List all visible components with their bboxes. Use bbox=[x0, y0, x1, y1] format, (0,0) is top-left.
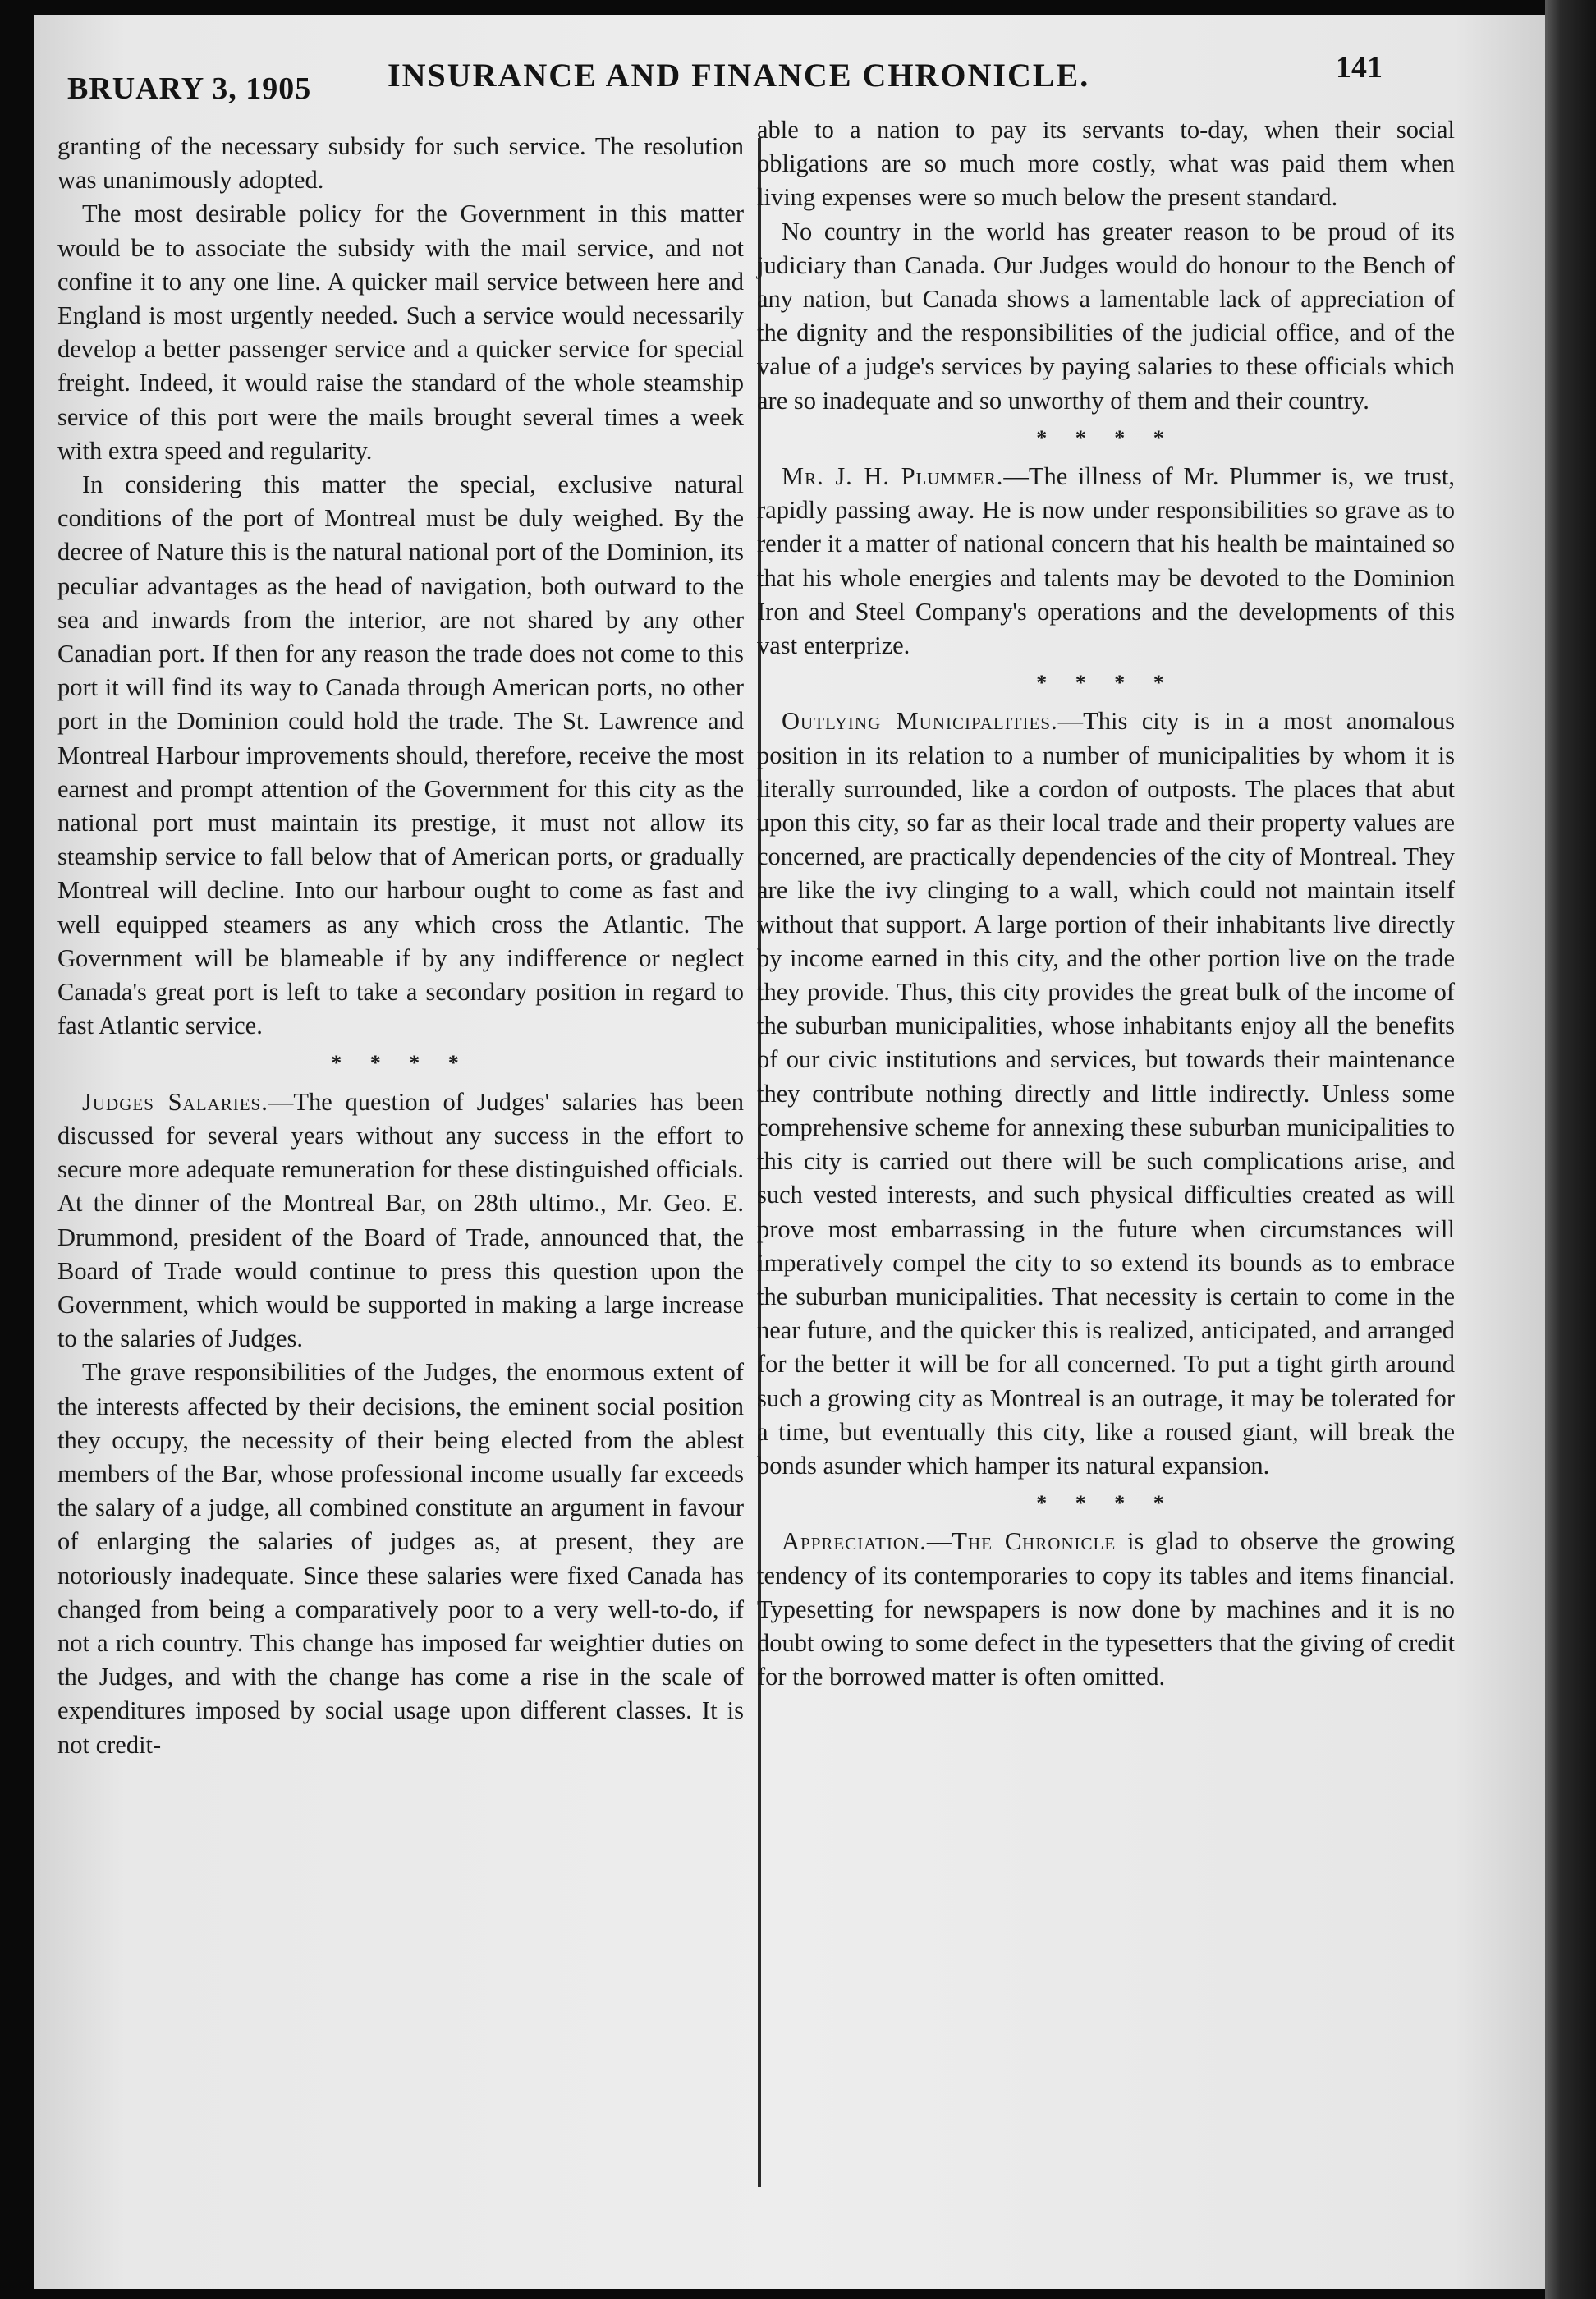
article-body: —The question of Judges' salaries has been discussed for several years without any success in the effort to secure more adequate remuneration for these distinguished officials. At the dinner of the Montreal Bar, on 28th ultimo., Mr. Geo. E. Drummond, president of the Board of Trade, announced that, the Board of Trade would continue to press this question upon the Government, which would be supported in making a large increase to the salaries of Judges. bbox=[57, 1087, 744, 1353]
article-judges-salaries bbox=[57, 1085, 744, 1356]
binding-edge bbox=[1545, 0, 1596, 2299]
article-heading: Judges Salaries. bbox=[82, 1087, 268, 1116]
section-divider: * * * * bbox=[1036, 425, 1176, 450]
newspaper-page bbox=[34, 15, 1545, 2289]
page-header bbox=[34, 38, 1545, 112]
paragraph: able to a nation to pay its servants to-day, when their social obligations are so much more costly, what was paid them when living expenses were so much below the present standard. bbox=[757, 116, 1455, 212]
section-divider: * * * * bbox=[331, 1051, 470, 1076]
left-column bbox=[57, 130, 744, 1762]
article-appreciation bbox=[757, 1525, 1455, 1694]
article-body: —The illness of Mr. Plummer is, we trust, rapidly passing away. He is now under responsibilities so grave as to render it a matter of national concern that his health be maintained so that his whole energies and talents may be devoted to the Dominion Iron and Steel Company's operations and the developments of this vast enterprize. bbox=[757, 462, 1455, 660]
article-heading: Appreciation. bbox=[782, 1527, 927, 1556]
publication-title: INSURANCE AND FINANCE CHRONICLE. bbox=[388, 57, 1090, 94]
heading-dash: — bbox=[926, 1527, 952, 1556]
paragraph: The most desirable policy for the Government in this matter would be to associate the subsidy with the mail service, and not confine it to any one line. A quicker mail service between here and England is most urgently needed. Such a service would necessarily develop a better passenger service and a quicker service for special freight. Indeed, it would raise the standard of the whole steamship service of this port were the mails brought several times a week with extra speed and regularity. bbox=[57, 200, 744, 465]
issue-date: BRUARY 3, 1905 bbox=[67, 71, 312, 106]
article-body: —This city is in a most anomalous position in its relation to a number of municipalities by whom it is literally surrounded, like a cordon of outposts. The places that abut upon this city, so far as their local trade and their property values are concerned, are practically dependencies of the city of Montreal. They are like the ivy clinging to a wall, which could not maintain itself without that support. A large portion of their inhabitants live directly by income earned in this city, and the other portion live on the trade they provide. Thus, this city provides the great bulk of the income of the suburban municipalities, whose inhabitants enjoy all the benefits of our civic institutions and services, but towards their maintenance they contribute nothing directly and little indirectly. Unless some comprehensive scheme for annexing these suburban municipalities to this city is carried out there will be such complications arise, and such vested interests, and such physical difficulties created as will prove most embarrassing in the future when circumstances will imperatively compel the city to so extend its bounds as to embrace the suburban municipalities. That necessity is certain to come in the near future, and the quicker this is realized, anticipated, and arranged for the better it will be for all concerned. To put a tight girth around such a growing city as Montreal is an outrage, it may be tolerated for a time, but eventually this city, like a roused giant, will break the bonds asunder which hamper its natural expansion. bbox=[757, 707, 1455, 1480]
paragraph: No country in the world has greater reason to be proud of its judiciary than Canada. Our Judges would do honour to the Bench of any nation, but Canada shows a lamentable lack of appreciation of the dignity and the responsibilities of the judicial office, and of the value of a judge's services by paying salaries to these officials which are so inadequate and so unworthy of them and their country. bbox=[757, 217, 1455, 415]
paragraph: In considering this matter the special, exclusive natural conditions of the port of Montreal must be duly weighed. By the decree of Nature this is the natural national port of the Dominion, its peculiar advantages as the head of navigation, both outward to the sea and inwards from the interior, are not shared by any other Canadian port. If then for any reason the trade does not come to this port it will find its way to Canada through American ports, no other port in the Dominion could hold the trade. The St. Lawrence and Montreal Harbour improvements should, therefore, receive the most earnest and prompt attention of the Government for this city as the national port must maintain its prestige, it must not allow its steamship service to fall below that of American ports, or gradually Montreal will decline. Into our harbour ought to come as fast and well equipped steamers as any which cross the Atlantic. The Government will be blameable if by any indifference or neglect Canada's great port is left to take a secondary position in regard to fast Atlantic service. bbox=[57, 470, 744, 1040]
section-divider: * * * * bbox=[1036, 671, 1176, 695]
publication-name: The Chronicle bbox=[952, 1527, 1117, 1556]
right-column bbox=[757, 113, 1455, 1694]
article-outlying-municipalities bbox=[757, 704, 1455, 1483]
paragraph: The grave responsibilities of the Judges, the enormous extent of the interests affected by their decisions, the eminent social position they occupy, the necessity of their being elected from the ablest members of the Bar, whose professional income usually far exceeds the salary of a judge, all combined constitute an argument in favour of enlarging the salaries of judges as, at present, they are notoriously inadequate. Since these salaries were fixed Canada has changed from being a comparatively poor to a very well-to-do, if not a rich country. This change has imposed far weightier duties on the Judges, and with the change has come a rise in the scale of expenditures imposed by social usage upon different classes. It is not credit- bbox=[57, 1358, 744, 1759]
page-number: 141 bbox=[1336, 50, 1383, 85]
article-plummer bbox=[757, 460, 1455, 663]
article-body: is glad to observe the growing tendency of its contemporaries to copy its tables and items financial. Typesetting for newspapers is now done by machines and it is no doubt owing to some defect in the typesetters that the giving of credit for the borrowed matter is often omitted. bbox=[757, 1527, 1455, 1691]
article-heading: Outlying Municipalities. bbox=[782, 707, 1058, 736]
section-divider: * * * * bbox=[1036, 1491, 1176, 1516]
article-heading: Mr. J. H. Plummer. bbox=[782, 462, 1004, 491]
paragraph: granting of the necessary subsidy for such service. The resolution was unanimously adopted. bbox=[57, 132, 744, 195]
